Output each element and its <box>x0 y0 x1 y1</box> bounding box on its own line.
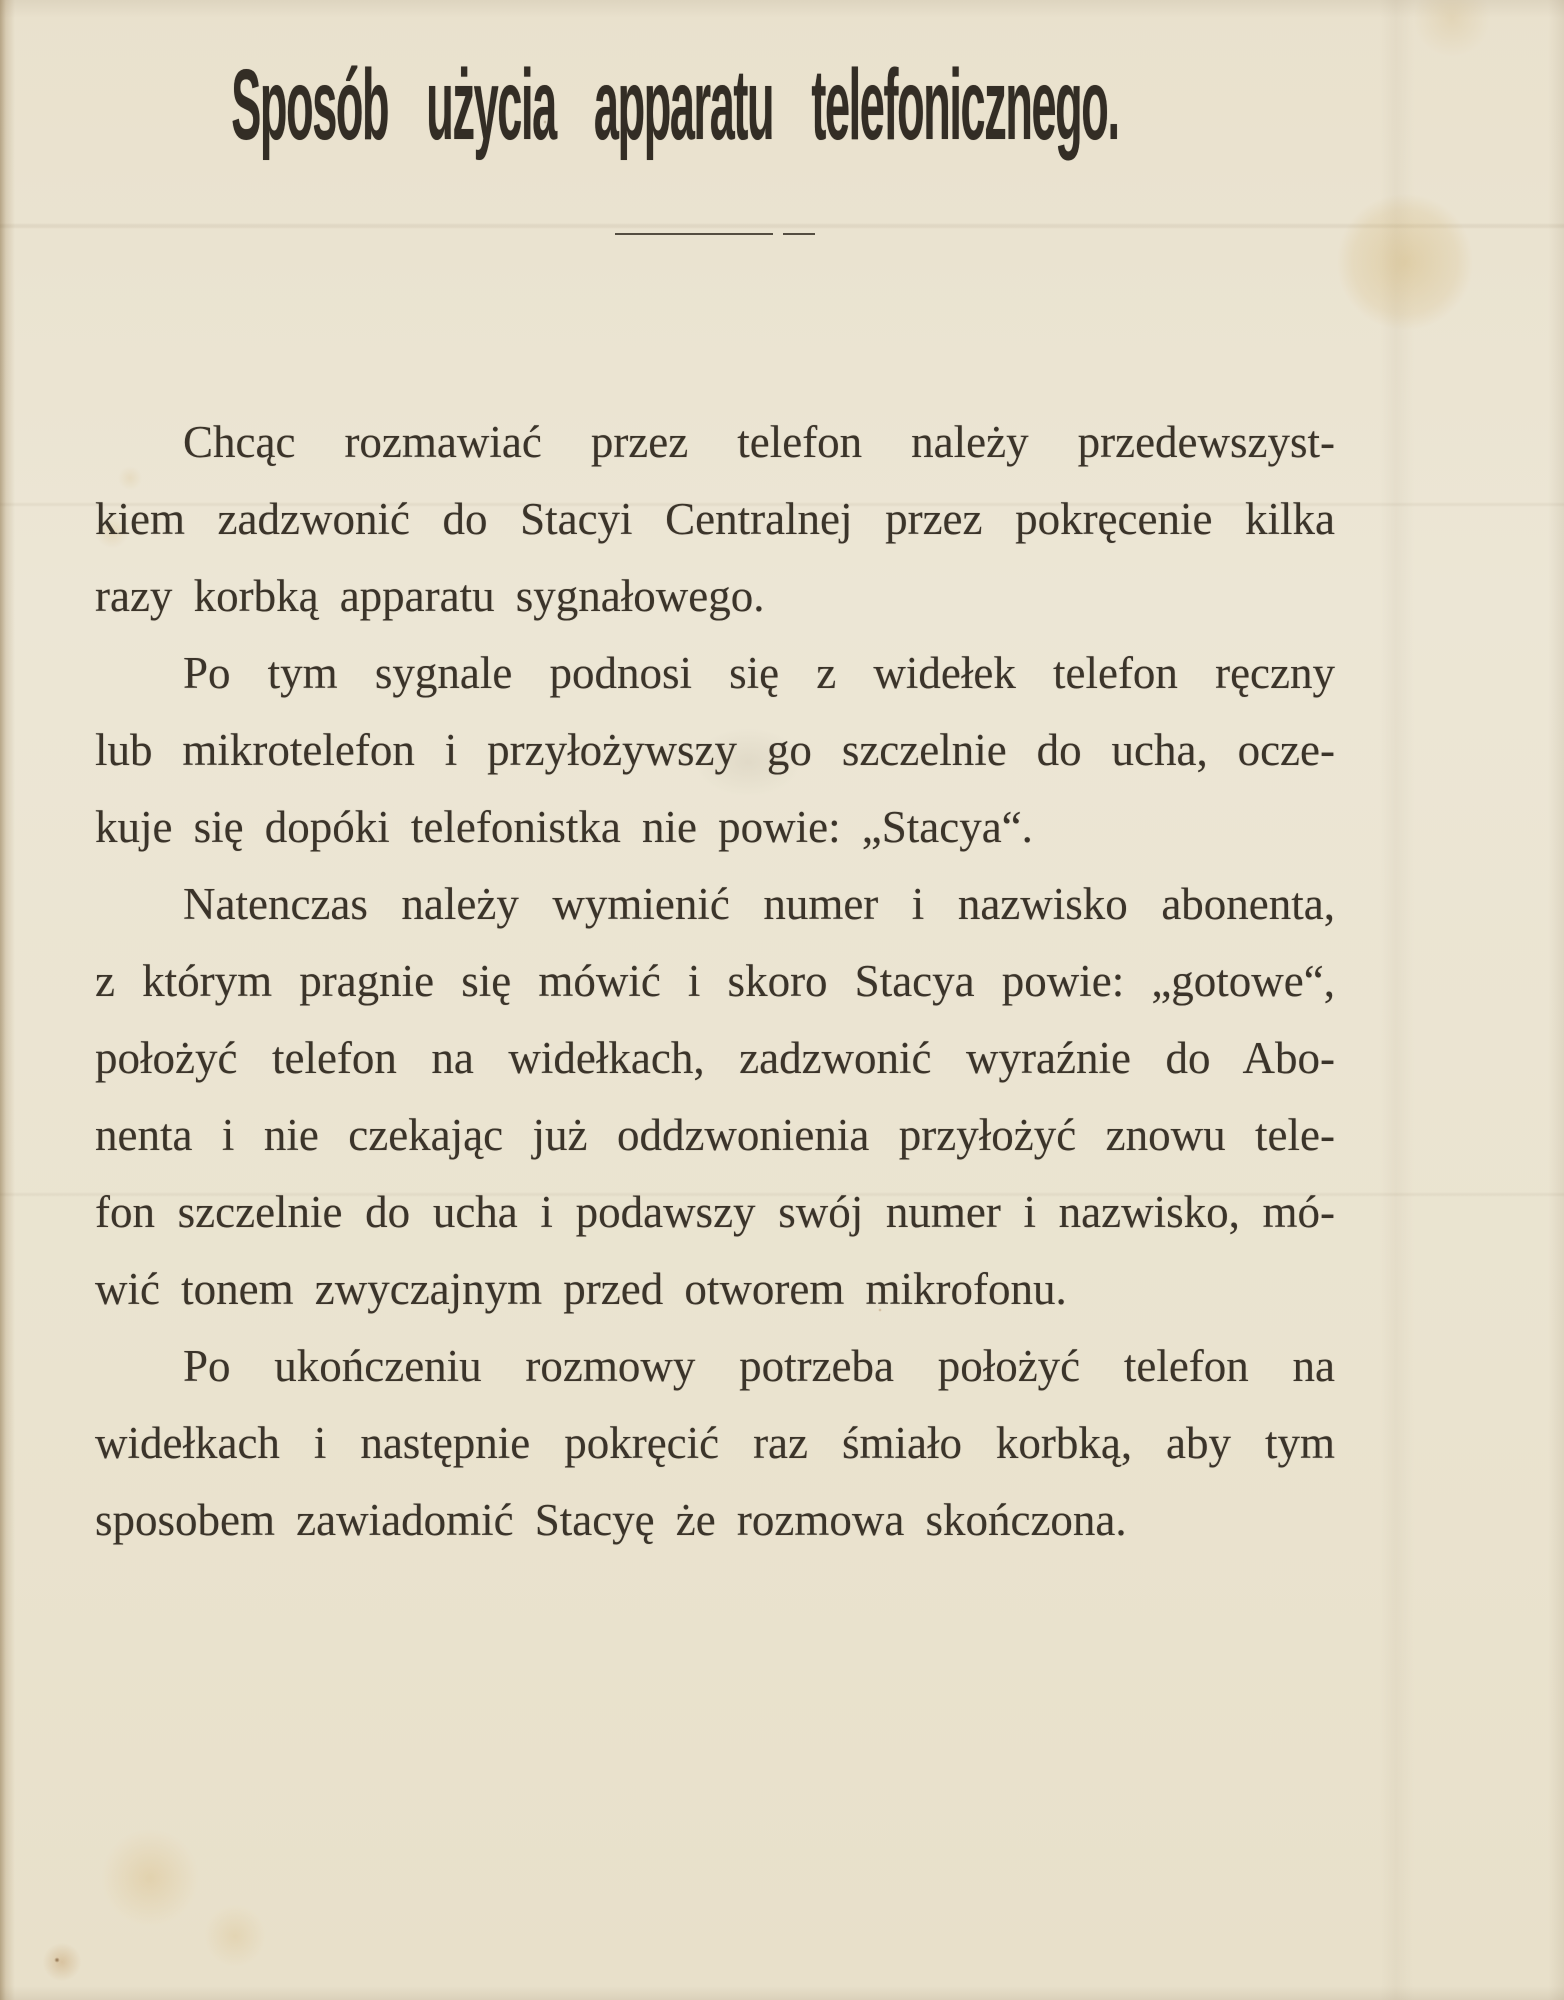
text-line: nenta i nie czekając już oddzwonienia przyłożyć znowu tele- <box>95 1110 1335 1160</box>
body-text <box>95 404 1335 1559</box>
title-row <box>0 50 1350 160</box>
text-line: Chcąc rozmawiać przez telefon należy przedewszyst- <box>183 417 1335 467</box>
paragraph <box>95 635 1335 866</box>
divider-segment-short <box>783 233 815 235</box>
text-line: sposobem zawiadomić Stacyę że rozmowa skończona. <box>95 1495 1127 1545</box>
text-line: kiem zadzwonić do Stacyi Centralnej przez pokręcenie kilka <box>95 494 1335 544</box>
text-line: położyć telefon na widełkach, zadzwonić wyraźnie do Abo- <box>95 1033 1335 1083</box>
paragraph <box>95 1328 1335 1559</box>
text-line: wić tonem zwyczajnym przed otworem mikrofonu. <box>95 1264 1067 1314</box>
paragraph <box>95 866 1335 1328</box>
text-line: widełkach i następnie pokręcić raz śmiało korbką, aby tym <box>95 1418 1335 1468</box>
text-line: Po ukończeniu rozmowy potrzeba położyć telefon na <box>183 1341 1335 1391</box>
paragraph <box>95 404 1335 635</box>
text-line: lub mikrotelefon i przyłożywszy go szczelnie do ucha, ocze- <box>95 725 1335 775</box>
divider-segment-long <box>615 233 773 235</box>
text-line: fon szczelnie do ucha i podawszy swój numer i nazwisko, mó- <box>95 1187 1335 1237</box>
text-line: kuje się dopóki telefonistka nie powie: „Stacya“. <box>95 802 1033 852</box>
section-divider <box>615 233 815 236</box>
page-title: Sposób użycia apparatu telefonicznego. <box>231 49 1119 161</box>
text-line: Po tym sygnale podnosi się z widełek telefon ręczny <box>183 648 1335 698</box>
text-line: z którym pragnie się mówić i skoro Stacya powie: „gotowe“, <box>95 956 1335 1006</box>
text-line: Natenczas należy wymienić numer i nazwisko abonenta, <box>183 879 1335 929</box>
text-line: razy korbką apparatu sygnałowego. <box>95 571 765 621</box>
